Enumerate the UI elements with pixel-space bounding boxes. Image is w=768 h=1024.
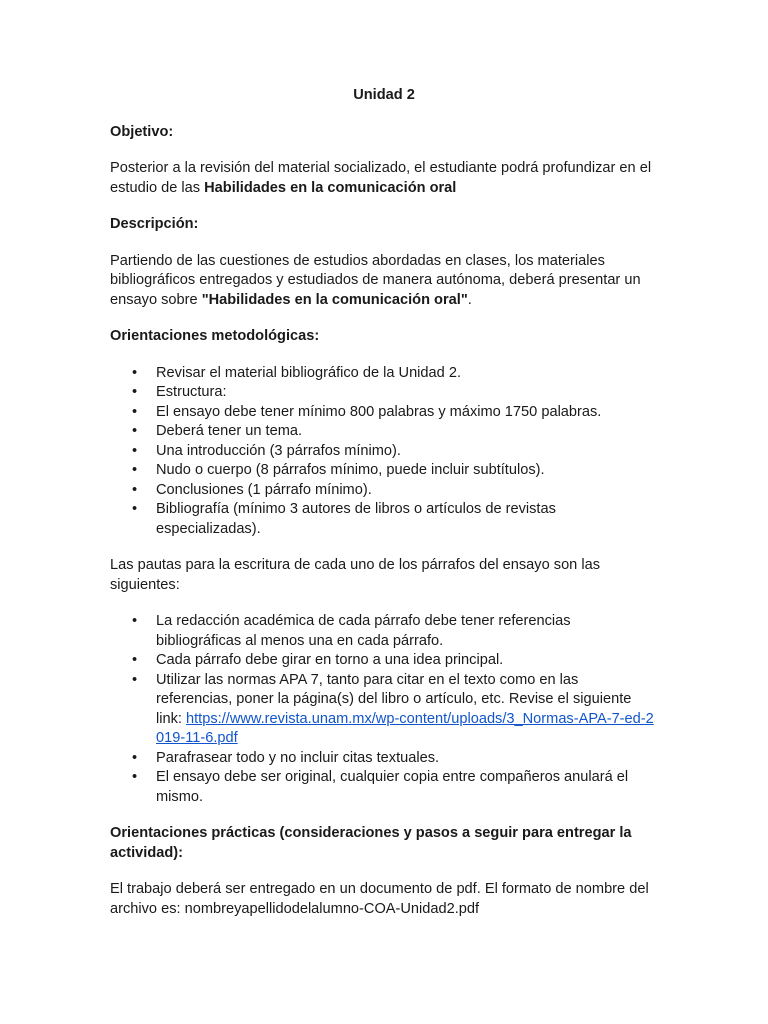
objetivo-paragraph: [110, 159, 658, 198]
list-item: • Cada párrafo debe girar en torno a una idea principal.: [156, 651, 658, 671]
practicas-paragraph: El trabajo deberá ser entregado en un documento de pdf. El formato de nombre del archivo es: nombreyapellidodelalumno-COA-Unidad2.pdf: [110, 881, 649, 917]
list-item: • El ensayo debe tener mínimo 800 palabras y máximo 1750 palabras.: [156, 403, 658, 423]
objetivo-text: Posterior a la revisión del material socializado, el estudiante podrá profundizar en el estudio de las: [110, 160, 652, 196]
list-item: • Una introducción (3 párrafos mínimo).: [156, 442, 658, 462]
pautas-intro: Las pautas para la escritura de cada uno de los párrafos del ensayo son las siguientes:: [110, 557, 601, 593]
list-item: • Deberá tener un tema.: [156, 422, 658, 442]
list-item: • Revisar el material bibliográfico de la Unidad 2.: [156, 364, 658, 384]
practicas-heading: Orientaciones prácticas (consideraciones y pasos a seguir para entregar la actividad):: [110, 825, 632, 861]
document-title: Unidad 2: [353, 87, 415, 103]
apa-item-text: Utilizar las normas APA 7, tanto para citar en el texto como en las referencias, poner la página(s) del libro o artículo, etc. Revise el siguiente link:: [156, 671, 632, 727]
objetivo-bold-text: Habilidades en la comunicación oral: [204, 179, 457, 196]
list-item: • Conclusiones (1 párrafo mínimo).: [156, 481, 658, 501]
pautas-list: [110, 612, 658, 807]
metodologicas-list: [110, 364, 658, 540]
descripcion-text: Partiendo de las cuestiones de estudios abordadas en clases, los materiales bibliográficos entregados y estudiados de manera autónoma, deberá presentar un ensayo sobre: [110, 252, 641, 308]
descripcion-heading: Descripción:: [110, 216, 199, 232]
document-page: [110, 86, 658, 936]
descripcion-text-end: .: [467, 291, 472, 308]
metodologicas-heading: Orientaciones metodológicas:: [110, 328, 320, 344]
list-item: • Bibliografía (mínimo 3 autores de libros o artículos de revistas especializadas).: [156, 500, 658, 539]
descripcion-paragraph: [110, 252, 658, 311]
list-item: • Estructura:: [156, 383, 658, 403]
descripcion-bold-text: "Habilidades en la comunicación oral": [201, 291, 468, 308]
list-item-apa: [156, 671, 658, 749]
list-item: • El ensayo debe ser original, cualquier copia entre compañeros anulará el mismo.: [156, 768, 658, 807]
list-item: • La redacción académica de cada párrafo debe tener referencias bibliográficas al menos una en cada párrafo.: [156, 612, 658, 651]
objetivo-heading: Objetivo:: [110, 123, 174, 140]
list-item: • Parafrasear todo y no incluir citas textuales.: [156, 749, 658, 769]
apa-norms-link[interactable]: https://www.revista.unam.mx/wp-content/uploads/3_Normas-APA-7-ed-2019-11-6.pdf: [156, 710, 654, 746]
list-item: • Nudo o cuerpo (8 párrafos mínimo, puede incluir subtítulos).: [156, 461, 658, 481]
